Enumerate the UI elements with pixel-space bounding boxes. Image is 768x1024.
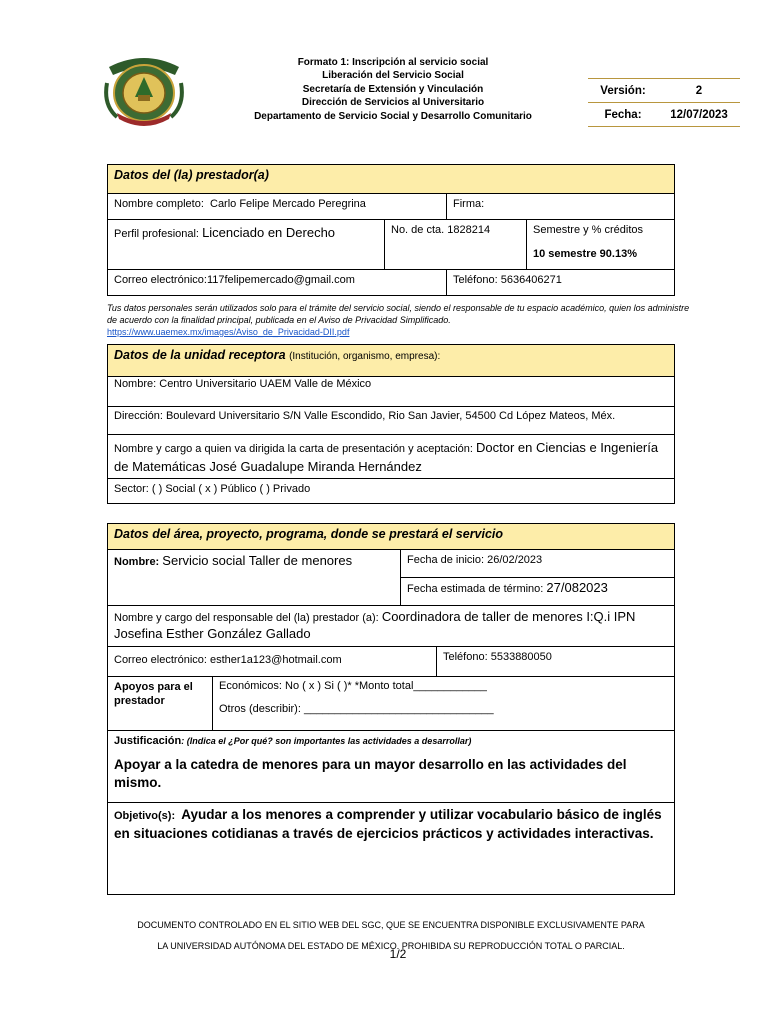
signature-label: Firma:: [453, 198, 485, 210]
unidad-address-label: Dirección:: [114, 410, 163, 422]
unidad-address-value: Boulevard Universitario S/N Valle Escondido, Rio San Javier, 54500 Cd López Mateos, Méx.: [165, 410, 616, 422]
support-label: Apoyos para el prestador: [114, 681, 193, 707]
addressee-value-line1: Doctor en Ciencias e Ingeniería: [476, 440, 659, 455]
responsible-value-line2: Josefina Esther González Gallado: [114, 626, 311, 641]
header-line: Dirección de Servicios al Universitario: [301, 97, 485, 109]
justification-label: Justificación: [114, 735, 182, 747]
prestador-table: [107, 164, 675, 296]
date-value: 12/07/2023: [670, 108, 728, 121]
privacy-notice: [107, 302, 697, 338]
project-name-value: Servicio social Taller de menores: [162, 553, 353, 568]
date-label: Fecha:: [604, 108, 642, 121]
phone-value: 5636406271: [500, 274, 562, 286]
end-date-value: 27/082023: [546, 580, 608, 596]
area-table: [107, 523, 675, 895]
responsible-email-value: esther1a123@hotmail.com: [210, 654, 342, 666]
name-label: Nombre completo:: [114, 198, 204, 210]
header-line: Liberación del Servicio Social: [322, 70, 464, 82]
sector-field[interactable]: [108, 479, 674, 503]
end-date-field[interactable]: [401, 577, 674, 605]
footer-line: DOCUMENTO CONTROLADO EN EL SITIO WEB DEL SGC, QUE SE ENCUENTRA DISPONIBLE EXCLUSIVAMENTE PARA: [137, 920, 645, 930]
addressee-field[interactable]: [108, 435, 674, 478]
responsible-phone-field[interactable]: [436, 647, 674, 676]
profile-label: Perfil profesional:: [114, 228, 199, 240]
header-line: Formato 1: Inscripción al servicio social: [297, 57, 489, 68]
unidad-name-value: Centro Universitario UAEM Valle de México: [159, 378, 372, 390]
account-field[interactable]: [384, 220, 526, 269]
responsible-label: Nombre y cargo del responsable del (la) prestador (a):: [114, 612, 379, 624]
unidad-section-header: [108, 345, 674, 376]
prestador-section-title: Datos del (la) prestador(a): [108, 165, 674, 193]
responsible-email-label: Correo electrónico:: [114, 654, 207, 666]
semester-label: Semestre y % créditos: [533, 224, 644, 236]
name-value: Carlo Felipe Mercado Peregrina: [210, 198, 366, 210]
profile-value: Licenciado en Derecho: [202, 225, 336, 240]
justification-note: : (Indica el ¿Por qué? son importantes las actividades a desarrollar): [181, 736, 472, 746]
unidad-address-field[interactable]: [108, 407, 674, 434]
email-value: 117felipemercado@gmail.com: [206, 274, 355, 286]
university-crest-logo: [103, 53, 185, 129]
prestador-name-field[interactable]: [108, 194, 446, 219]
start-date-value: 26/02/2023: [487, 554, 543, 566]
unidad-table: [107, 344, 675, 504]
version-label: Versión:: [600, 84, 646, 97]
email-label: Correo electrónico:: [114, 274, 207, 286]
header-line: Secretaría de Extensión y Vinculación: [302, 83, 484, 95]
responsible-email-field[interactable]: [108, 647, 436, 676]
profile-field[interactable]: [108, 220, 384, 269]
other-support: Otros (describir): _______________________________: [219, 703, 494, 715]
support-options[interactable]: [212, 677, 674, 730]
economic-support: Económicos: No ( x ) Si ( )* *Monto total____________: [219, 680, 487, 692]
dates-block: [400, 550, 674, 605]
addressee-value-line2: de Matemáticas José Guadalupe Miranda Hernández: [114, 459, 422, 474]
unidad-name-label: Nombre:: [114, 378, 157, 390]
unidad-name-field[interactable]: [108, 377, 674, 406]
end-date-label: Fecha estimada de término:: [407, 583, 544, 596]
version-value: 2: [695, 84, 703, 97]
justification-value: Apoyar a la catedra de menores para un mayor desarrollo en las actividades del mismo.: [114, 757, 627, 790]
responsible-value-line1: Coordinadora de taller de menores I:Q.i IPN: [381, 609, 636, 624]
account-value: 1828214: [447, 224, 491, 236]
account-label: No. de cta.: [391, 224, 445, 236]
unidad-section-title: Datos de la unidad receptora: [114, 348, 286, 362]
start-date-label: Fecha de inicio:: [407, 554, 485, 566]
prestador-email-field[interactable]: [108, 270, 446, 295]
privacy-text: Tus datos personales serán utilizados solo para el trámite del servicio social, siendo el responsable de tu espacio académico, quien los administre de acuerdo con la finalidad principal, publicada en el Aviso de Privacidad Simplificado.: [107, 303, 690, 325]
objective-field[interactable]: [108, 803, 674, 894]
header-line: Departamento de Servicio Social y Desarrollo Comunitario: [254, 110, 532, 122]
justification-field[interactable]: [108, 731, 674, 802]
sector-options: Sector: ( ) Social ( x ) Público ( ) Privado: [114, 483, 311, 495]
privacy-link[interactable]: https://www.uaemex.mx/images/Aviso_de_Privacidad-DII.pdf: [107, 327, 350, 337]
unidad-section-note: (Institución, organismo, empresa):: [289, 351, 441, 362]
prestador-phone-field[interactable]: [446, 270, 674, 295]
project-name-field[interactable]: [108, 550, 400, 605]
objective-label: Objetivo(s):: [114, 810, 176, 822]
semester-field[interactable]: [526, 220, 674, 269]
version-box: [588, 78, 740, 127]
footer-line: LA UNIVERSIDAD AUTÓNOMA DEL ESTADO DE MÉXICO. PROHIBIDA SU REPRODUCCIÓN TOTAL O PARCIAL.: [157, 941, 625, 951]
start-date-field[interactable]: [401, 550, 674, 577]
phone-label: Teléfono:: [453, 274, 498, 286]
responsible-field[interactable]: [108, 606, 674, 646]
project-name-label: Nombre:: [114, 556, 160, 568]
objective-value: Ayudar a los menores a comprender y utilizar vocabulario básico de inglés en situaciones cotidianas a través de ejercicios prácticos y actividades interactivas.: [114, 807, 662, 841]
area-section-title: Datos del área, proyecto, programa, donde se prestará el servicio: [108, 524, 674, 549]
page-number: 1/2: [389, 947, 407, 961]
addressee-label: Nombre y cargo a quien va dirigida la carta de presentación y aceptación:: [114, 443, 473, 455]
signature-field[interactable]: [446, 194, 674, 219]
responsible-phone-label: Teléfono:: [443, 651, 488, 663]
responsible-phone-value: 5533880050: [490, 651, 552, 663]
semester-value: 10 semestre 90.13%: [533, 248, 637, 260]
document-header: [240, 56, 546, 123]
